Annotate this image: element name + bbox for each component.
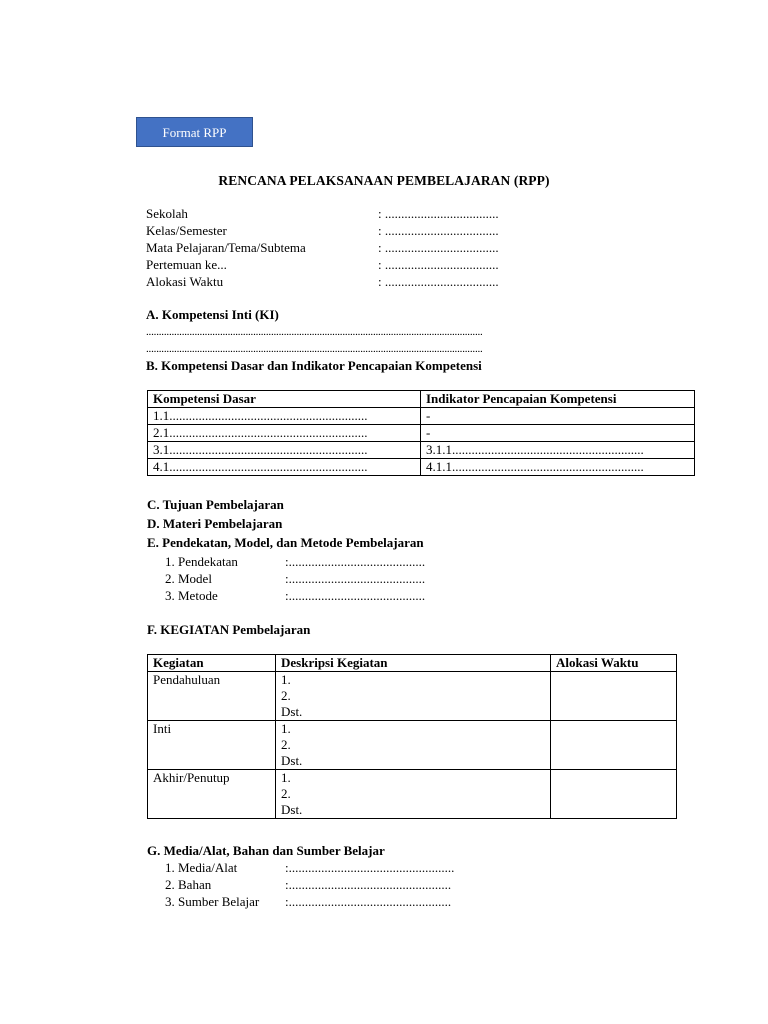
deskripsi-line: 1. (281, 721, 291, 736)
table-row (148, 459, 695, 476)
list-item-value: :.......................................... (285, 554, 426, 569)
list-item-value: :................................................... (285, 860, 455, 875)
list-item-label: 1. Pendekatan (165, 554, 238, 569)
table-cell: 1.1............................................................. (148, 408, 421, 425)
section-b-heading: B. Kompetensi Dasar dan Indikator Pencapaian Kompetensi (146, 358, 482, 373)
column-header: Deskripsi Kegiatan (276, 655, 551, 672)
table-cell: 2.1............................................................. (148, 425, 421, 442)
alokasi-cell (551, 672, 677, 721)
table-cell: 3.1.1........................................................... (421, 442, 695, 459)
section-a-heading: A. Kompetensi Inti (KI) (146, 307, 279, 322)
identity-label: Kelas/Semester (146, 223, 227, 238)
section-a-dotted-line: .................................................................................................................................... (146, 343, 483, 355)
identity-row (146, 222, 566, 239)
kegiatan-table (147, 654, 677, 819)
table-cell: 4.1............................................................. (148, 459, 421, 476)
identity-row (146, 273, 566, 290)
table-cell: - (421, 425, 695, 442)
table-row (148, 408, 695, 425)
kompetensi-table (147, 390, 695, 476)
deskripsi-cell (276, 672, 551, 721)
list-item-label: 3. Sumber Belajar (165, 894, 260, 909)
deskripsi-line: Dst. (281, 802, 303, 817)
alokasi-cell (551, 770, 677, 819)
identity-value: : ................................... (378, 206, 499, 221)
identity-row (146, 239, 566, 256)
list-item-value: :.......................................... (285, 571, 426, 586)
column-header: Kompetensi Dasar (148, 391, 421, 408)
identity-row (146, 256, 566, 273)
table-header-row (148, 655, 677, 672)
deskripsi-line: Dst. (281, 753, 303, 768)
column-header: Kegiatan (148, 655, 276, 672)
table-row (148, 770, 677, 819)
section-g-heading: G. Media/Alat, Bahan dan Sumber Belajar (147, 843, 385, 858)
identity-row (146, 205, 566, 222)
identity-label: Pertemuan ke... (146, 257, 227, 272)
kegiatan-cell: Akhir/Penutup (148, 770, 276, 819)
identity-value: : ................................... (378, 257, 499, 272)
deskripsi-line: 1. (281, 672, 291, 687)
section-a-dotted-line: .................................................................................................................................... (146, 326, 483, 338)
deskripsi-line: 2. (281, 786, 291, 801)
deskripsi-line: 2. (281, 737, 291, 752)
alokasi-cell (551, 721, 677, 770)
list-item-value: :.......................................... (285, 588, 426, 603)
list-item-label: 1. Media/Alat (165, 860, 238, 875)
document-title: RENCANA PELAKSANAAN PEMBELAJARAN (RPP) (218, 173, 550, 188)
section-f-heading: F. KEGIATAN Pembelajaran (147, 622, 311, 637)
column-header: Alokasi Waktu (551, 655, 677, 672)
deskripsi-cell (276, 721, 551, 770)
identity-block (146, 205, 566, 290)
column-header: Indikator Pencapaian Kompetensi (421, 391, 695, 408)
table-row (148, 721, 677, 770)
identity-label: Alokasi Waktu (146, 274, 224, 289)
table-cell: 3.1............................................................. (148, 442, 421, 459)
table-cell: - (421, 408, 695, 425)
deskripsi-line: 2. (281, 688, 291, 703)
table-header-row (148, 391, 695, 408)
section-d-heading: D. Materi Pembelajaran (147, 516, 283, 531)
deskripsi-line: 1. (281, 770, 291, 785)
kegiatan-cell: Inti (148, 721, 276, 770)
section-c-heading: C. Tujuan Pembelajaran (147, 497, 284, 512)
table-row (148, 442, 695, 459)
identity-value: : ................................... (378, 274, 499, 289)
list-item-label: 3. Metode (165, 588, 218, 603)
section-e-heading: E. Pendekatan, Model, dan Metode Pembelajaran (147, 535, 424, 550)
format-rpp-badge: Format RPP (136, 117, 253, 147)
identity-label: Sekolah (146, 206, 188, 221)
identity-value: : ................................... (378, 240, 499, 255)
deskripsi-line: Dst. (281, 704, 303, 719)
deskripsi-cell (276, 770, 551, 819)
list-item-label: 2. Model (165, 571, 212, 586)
list-item-label: 2. Bahan (165, 877, 212, 892)
table-row (148, 425, 695, 442)
list-item-value: :.................................................. (285, 877, 452, 892)
identity-label: Mata Pelajaran/Tema/Subtema (146, 240, 306, 255)
list-item-value: :.................................................. (285, 894, 452, 909)
kegiatan-cell: Pendahuluan (148, 672, 276, 721)
table-row (148, 672, 677, 721)
identity-value: : ................................... (378, 223, 499, 238)
table-cell: 4.1.1........................................................... (421, 459, 695, 476)
